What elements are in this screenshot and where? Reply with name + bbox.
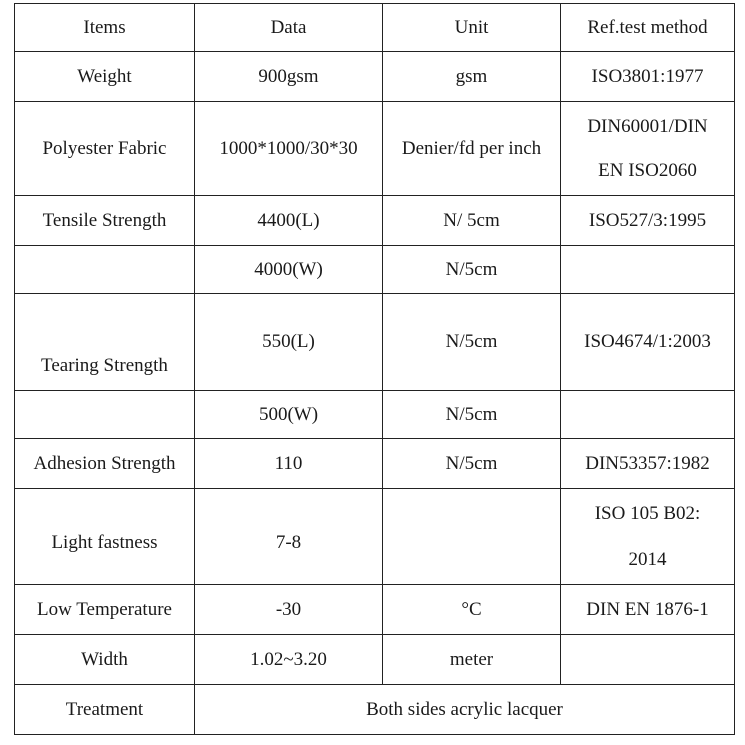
unit-cell: meter: [383, 635, 561, 685]
data-cell: [195, 489, 383, 585]
item-cell: Tensile Strength: [15, 196, 195, 246]
ref-line-1: ISO 105 B02:: [594, 502, 701, 524]
table-row-tearing-strength: [15, 294, 735, 391]
data-cell: 900gsm: [195, 52, 383, 102]
data-cell: -30: [195, 585, 383, 635]
unit-cell: N/5cm: [383, 439, 561, 489]
table-header-row: [15, 4, 735, 52]
table-row-low-temperature: [15, 585, 735, 635]
table-row-width: [15, 635, 735, 685]
item-cell: [15, 294, 195, 391]
ref-cell: [561, 102, 735, 196]
data-cell: 4000(W): [195, 246, 383, 294]
header-items: Items: [15, 4, 195, 52]
item-label: Tearing Strength: [41, 355, 168, 376]
ref-line-1: DIN60001/DIN: [587, 115, 708, 137]
treatment-value-cell: Both sides acrylic lacquer: [195, 685, 735, 735]
ref-cell: ISO4674/1:2003: [561, 294, 735, 391]
table-row-adhesion-strength: [15, 439, 735, 489]
unit-cell: [383, 489, 561, 585]
header-ref-test-method: Ref.test method: [561, 4, 735, 52]
unit-cell: °C: [383, 585, 561, 635]
table-row-treatment: [15, 685, 735, 735]
item-cell: [15, 246, 195, 294]
data-cell: 500(W): [195, 391, 383, 439]
unit-cell: N/ 5cm: [383, 196, 561, 246]
table-row-weight: [15, 52, 735, 102]
table-row-tensile-strength: [15, 196, 735, 246]
unit-cell: N/5cm: [383, 294, 561, 391]
item-cell: Weight: [15, 52, 195, 102]
ref-cell: ISO3801:1977: [561, 52, 735, 102]
ref-cell: DIN EN 1876-1: [561, 585, 735, 635]
ref-line-2: 2014: [628, 548, 667, 570]
data-cell: 1.02~3.20: [195, 635, 383, 685]
data-cell: 4400(L): [195, 196, 383, 246]
ref-line-2: EN ISO2060: [598, 159, 697, 181]
ref-cell: [561, 635, 735, 685]
data-cell: 550(L): [195, 294, 383, 391]
item-cell: Low Temperature: [15, 585, 195, 635]
item-cell: Adhesion Strength: [15, 439, 195, 489]
header-data: Data: [195, 4, 383, 52]
ref-cell: [561, 489, 735, 585]
ref-cell: [561, 246, 735, 294]
item-cell: Treatment: [15, 685, 195, 735]
specification-table: [14, 3, 735, 735]
ref-cell: ISO527/3:1995: [561, 196, 735, 246]
unit-cell: Denier/fd per inch: [383, 102, 561, 196]
item-cell: [15, 391, 195, 439]
unit-cell: gsm: [383, 52, 561, 102]
table-row-tearing-strength-w: [15, 391, 735, 439]
table-row-polyester-fabric: [15, 102, 735, 196]
item-cell: Width: [15, 635, 195, 685]
table-row-light-fastness: [15, 489, 735, 585]
ref-cell: DIN53357:1982: [561, 439, 735, 489]
item-cell: [15, 489, 195, 585]
unit-cell: N/5cm: [383, 391, 561, 439]
data-cell: 110: [195, 439, 383, 489]
ref-cell: [561, 391, 735, 439]
data-cell: 1000*1000/30*30: [195, 102, 383, 196]
table-row-tensile-strength-w: [15, 246, 735, 294]
data-value: 7-8: [275, 531, 302, 553]
item-cell: Polyester Fabric: [15, 102, 195, 196]
item-label: Light fastness: [51, 531, 158, 553]
header-unit: Unit: [383, 4, 561, 52]
unit-cell: N/5cm: [383, 246, 561, 294]
